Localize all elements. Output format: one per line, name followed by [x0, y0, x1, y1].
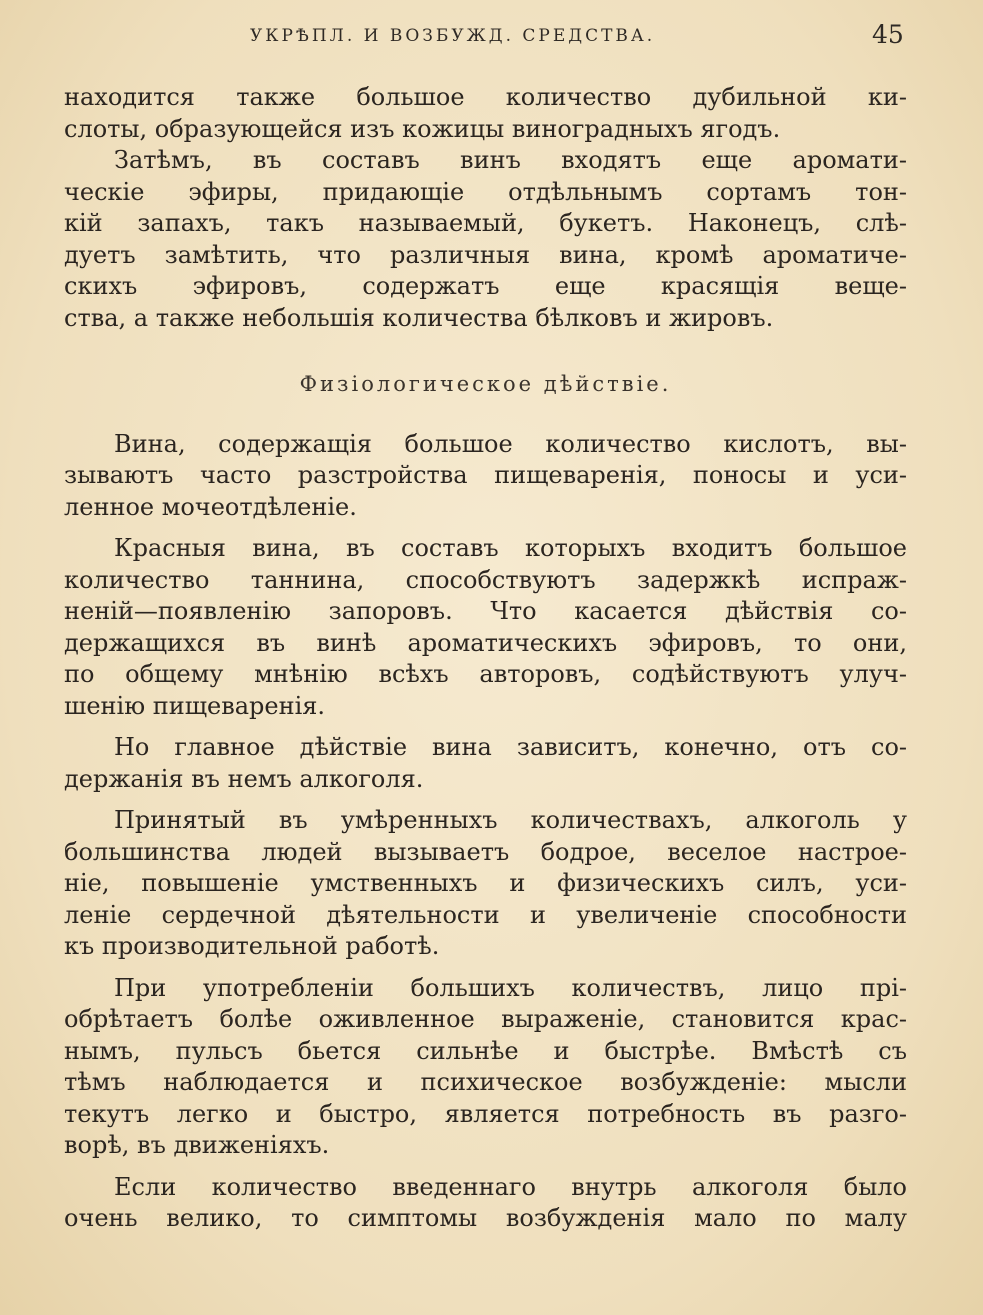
text-line: зываютъ часто разстройства пищеваренiя, поносы и уси-	[64, 461, 907, 489]
text-line: держащихся въ винѣ ароматическихъ эфировъ, то они,	[64, 628, 907, 657]
text-line: скихъ эфировъ, содержатъ еще красящiя веще-	[64, 272, 907, 300]
running-title: УКРѢПЛ. И ВОЗБУЖД. СРЕДСТВА.	[250, 26, 656, 46]
text-line: При употребленiи большихъ количествъ, лицо прi-	[114, 973, 907, 1002]
text-line: Но главное дѣйствie вина зависитъ, конечно, отъ со-	[114, 733, 907, 761]
text-line: держанiя въ немъ алкоголя.	[64, 764, 424, 793]
text-line: Принятый въ умѣренныхъ количествахъ, алкоголь у	[114, 806, 907, 834]
paragraph-large-doses	[64, 973, 907, 1162]
section-heading: Физiологическое дѣйствie.	[299, 372, 672, 396]
text-line: ленie сердечной дѣятельности и увеличенie способности	[64, 900, 907, 929]
text-line: большинства людей вызываетъ бодрое, веселое настрое-	[64, 837, 907, 866]
text-line: ленное мочеотдѣленie.	[64, 492, 357, 521]
paragraph-red-wines	[64, 533, 907, 722]
text-line: къ производительной работѣ.	[64, 932, 440, 960]
text-line: обрѣтаетъ болѣе оживленное выраженie, становится крас-	[64, 1005, 907, 1033]
text-line: текутъ легко и быстро, является потребность въ разго-	[64, 1099, 907, 1128]
text-line: ненiй—появленiю запоровъ. Что касается дѣйствiя со-	[64, 597, 907, 625]
text-line: ческie эфиры, придающie отдѣльнымъ сортамъ тон-	[64, 177, 907, 206]
text-line: ства, а также небольшiя количества бѣлковъ и жировъ.	[64, 303, 774, 332]
text-line: нie, повышенie умственныхъ и физическихъ силъ, уси-	[64, 869, 907, 897]
paragraph-continued	[64, 82, 907, 145]
paragraph-moderate-doses	[64, 805, 907, 963]
text-line: Красныя вина, въ составъ которыхъ входитъ большое	[114, 534, 907, 562]
text-line: Если количество введеннаго внутрь алкоголя было	[114, 1172, 907, 1201]
text-line: тѣмъ наблюдается и психическое возбужденie: мысли	[64, 1068, 907, 1096]
text-line: слоты, образующейся изъ кожицы виноградныхъ ягодъ.	[64, 114, 781, 143]
text-line: ворѣ, въ движенiяхъ.	[64, 1131, 330, 1159]
paragraph-very-large-doses	[64, 1172, 907, 1235]
body-text	[64, 82, 907, 1245]
text-line: Затѣмъ, въ составъ винъ входятъ еще аромати-	[114, 146, 907, 174]
paragraph-aromatic-ethers	[64, 145, 907, 334]
text-line: по общему мнѣнiю всѣхъ авторовъ, содѣйствуютъ улуч-	[64, 660, 907, 688]
text-line: нымъ, пульсъ бьется сильнѣе и быстрѣе. Вмѣстѣ съ	[64, 1036, 907, 1065]
running-head	[0, 20, 983, 52]
paragraph-alcohol-main	[64, 732, 907, 795]
page-number: 45	[872, 20, 904, 49]
text-line: кiй запахъ, такъ называемый, букетъ. Наконецъ, слѣ-	[64, 209, 907, 237]
text-line: очень велико, то симптомы возбужденiя мало по малу	[64, 1204, 907, 1232]
text-line: Вина, содержащiя большое количество кислотъ, вы-	[114, 429, 907, 458]
text-line: шенiю пищеваренiя.	[64, 691, 326, 720]
paragraph-acid-wines	[64, 429, 907, 524]
text-line: находится также большое количество дубильной ки-	[64, 83, 907, 111]
text-line: дуетъ замѣтить, что различныя вина, кромѣ ароматиче-	[64, 240, 907, 269]
text-line: количество таннина, способствуютъ задержкѣ испраж-	[64, 565, 907, 594]
